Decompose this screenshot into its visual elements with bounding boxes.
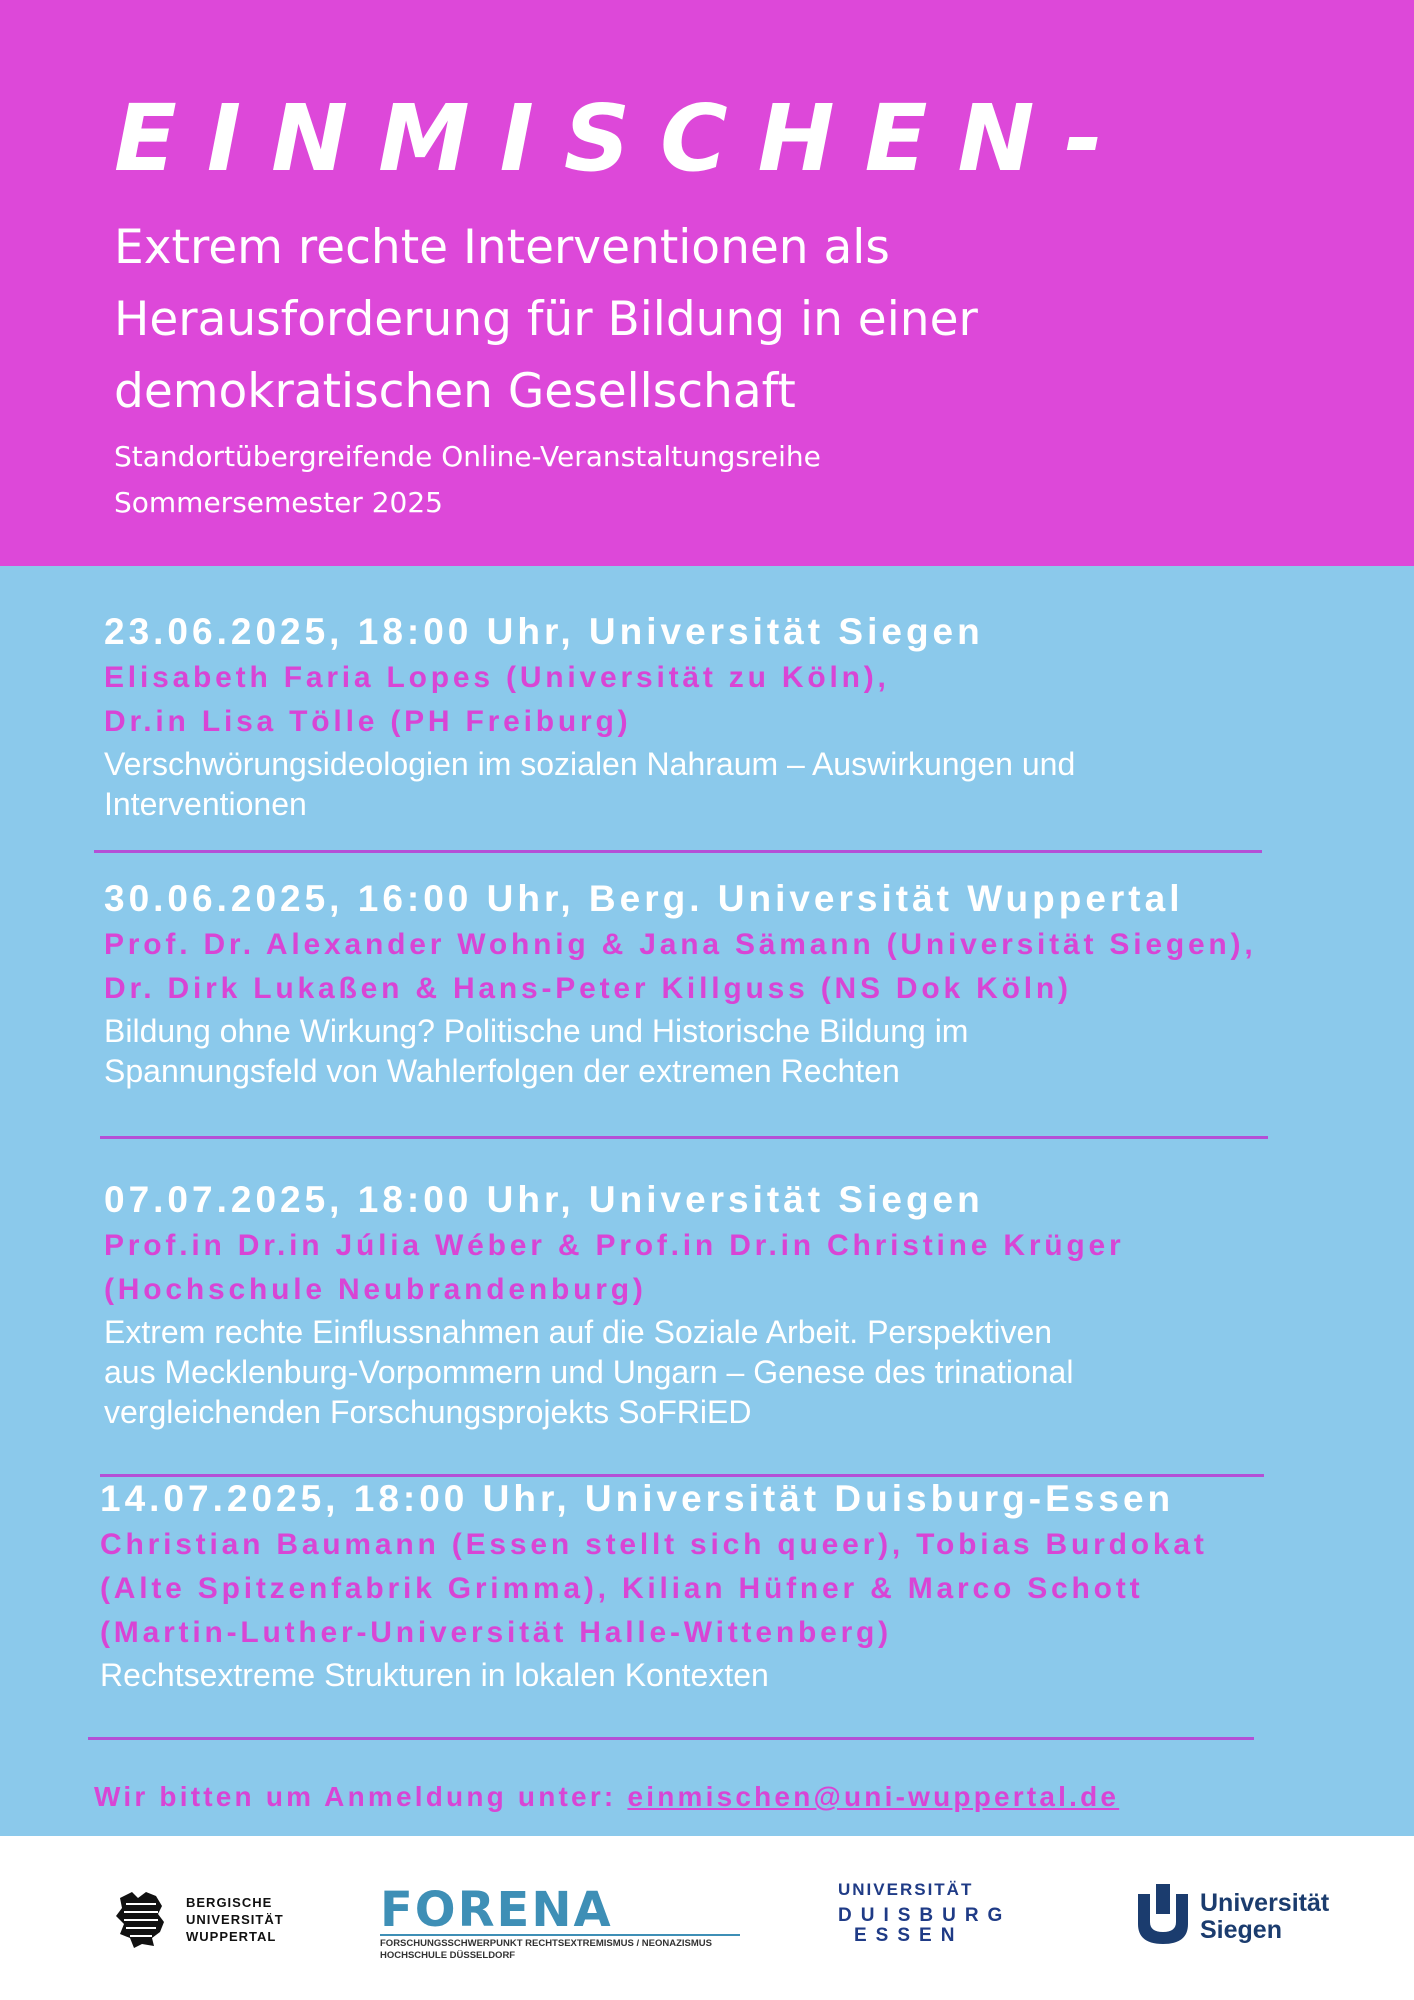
description-line: aus Mecklenburg-Vorpommern und Ungarn – Genese des trinational	[104, 1354, 1074, 1390]
event-speakers	[104, 656, 1344, 744]
event-date-location: 14.07.2025, 18:00 Uhr, Universität Duisburg-Essen	[100, 1478, 1175, 1519]
main-title: EINMISCHEN-	[114, 85, 1133, 192]
siegen-u-icon	[1134, 1884, 1192, 1944]
forena-subline	[380, 1934, 740, 1962]
event-date-location: 07.07.2025, 18:00 Uhr, Universität Siegen	[104, 1179, 984, 1220]
event-description	[100, 1655, 1340, 1695]
siegen-line: Siegen	[1200, 1916, 1282, 1944]
speaker-line: Prof. Dr. Alexander Wohnig & Jana Sämann (Universität Siegen),	[104, 928, 1257, 961]
speaker-line: (Hochschule Neubrandenburg)	[104, 1273, 647, 1306]
siegen-line: Universität	[1200, 1889, 1330, 1917]
registration-email-link[interactable]: einmischen@uni-wuppertal.de	[627, 1781, 1120, 1812]
series-label: Standortübergreifende Online-Veranstaltungsreihe	[114, 440, 821, 473]
registration-text: Wir bitten um Anmeldung unter:	[94, 1781, 628, 1812]
event-date-location: 23.06.2025, 18:00 Uhr, Universität Siegen	[104, 611, 984, 652]
ude-line: UNIVERSITÄT	[838, 1880, 974, 1899]
wuppertal-lion-icon	[112, 1888, 170, 1950]
wuppertal-line: BERGISCHE	[186, 1895, 273, 1910]
event-4	[100, 1477, 1340, 1695]
ude-line: DUISBURG	[838, 1905, 1012, 1926]
event-date-location: 30.06.2025, 16:00 Uhr, Berg. Universität Wuppertal	[104, 878, 1184, 919]
divider	[88, 1737, 1254, 1740]
series-info	[114, 434, 821, 526]
wuppertal-line: WUPPERTAL	[186, 1929, 277, 1944]
event-description	[104, 1011, 1344, 1091]
description-line: Bildung ohne Wirkung? Politische und Historische Bildung im	[104, 1013, 969, 1049]
subtitle-line: Extrem rechte Interventionen als	[114, 220, 890, 275]
speaker-line: Christian Baumann (Essen stellt sich queer), Tobias Burdokat	[100, 1528, 1208, 1561]
registration-note	[94, 1781, 1119, 1813]
subtitle-line: demokratischen Gesellschaft	[114, 364, 796, 419]
event-3	[104, 1178, 1344, 1432]
wuppertal-line: UNIVERSITÄT	[186, 1912, 284, 1927]
description-line: Verschwörungsideologien im sozialen Nahraum – Auswirkungen und	[104, 746, 1076, 782]
description-line: Spannungsfeld von Wahlerfolgen der extremen Rechten	[104, 1053, 900, 1089]
event-2	[104, 877, 1344, 1091]
logo-duisburg-essen	[838, 1880, 1011, 1946]
speaker-line: Dr. Dirk Lukaßen & Hans-Peter Killguss (NS Dok Köln)	[104, 972, 1072, 1005]
event-1	[104, 610, 1344, 824]
forena-sub-line: HOCHSCHULE DÜSSELDORF	[380, 1950, 516, 1961]
event-speakers	[104, 1224, 1344, 1312]
divider	[100, 1136, 1268, 1139]
semester-label: Sommersemester 2025	[114, 486, 443, 519]
speaker-line: (Alte Spitzenfabrik Grimma), Kilian Hüfner & Marco Schott	[100, 1572, 1144, 1605]
footer-logos	[0, 1836, 1414, 2000]
logo-forena	[380, 1882, 740, 1962]
ude-line: ESSEN	[854, 1925, 964, 1946]
event-speakers	[104, 923, 1344, 1011]
divider	[94, 850, 1262, 853]
subtitle	[114, 212, 1314, 428]
header-banner	[0, 0, 1414, 566]
subtitle-line: Herausforderung für Bildung in einer	[114, 292, 978, 347]
event-description	[104, 1312, 1344, 1432]
event-description	[104, 744, 1344, 824]
event-speakers	[100, 1523, 1340, 1655]
siegen-wordmark	[1200, 1890, 1329, 1944]
description-line: Extrem rechte Einflussnahmen auf die Soziale Arbeit. Perspektiven	[104, 1314, 1053, 1350]
description-line: vergleichenden Forschungsprojekts SoFRiED	[104, 1394, 752, 1430]
description-line: Interventionen	[104, 786, 307, 822]
speaker-line: Dr.in Lisa Tölle (PH Freiburg)	[104, 705, 632, 738]
description-line: Rechtsextreme Strukturen in lokalen Kontexten	[100, 1657, 769, 1693]
speaker-line: Elisabeth Faria Lopes (Universität zu Köln),	[104, 661, 890, 694]
wuppertal-wordmark	[186, 1894, 284, 1945]
forena-wordmark: FORENA	[380, 1882, 613, 1938]
speaker-line: Prof.in Dr.in Júlia Wéber & Prof.in Dr.in Christine Krüger	[104, 1229, 1125, 1262]
forena-sub-line: FORSCHUNGSSCHWERPUNKT RECHTSEXTREMISMUS / NEONAZISMUS	[380, 1938, 712, 1949]
speaker-line: (Martin-Luther-Universität Halle-Wittenberg)	[100, 1616, 892, 1649]
